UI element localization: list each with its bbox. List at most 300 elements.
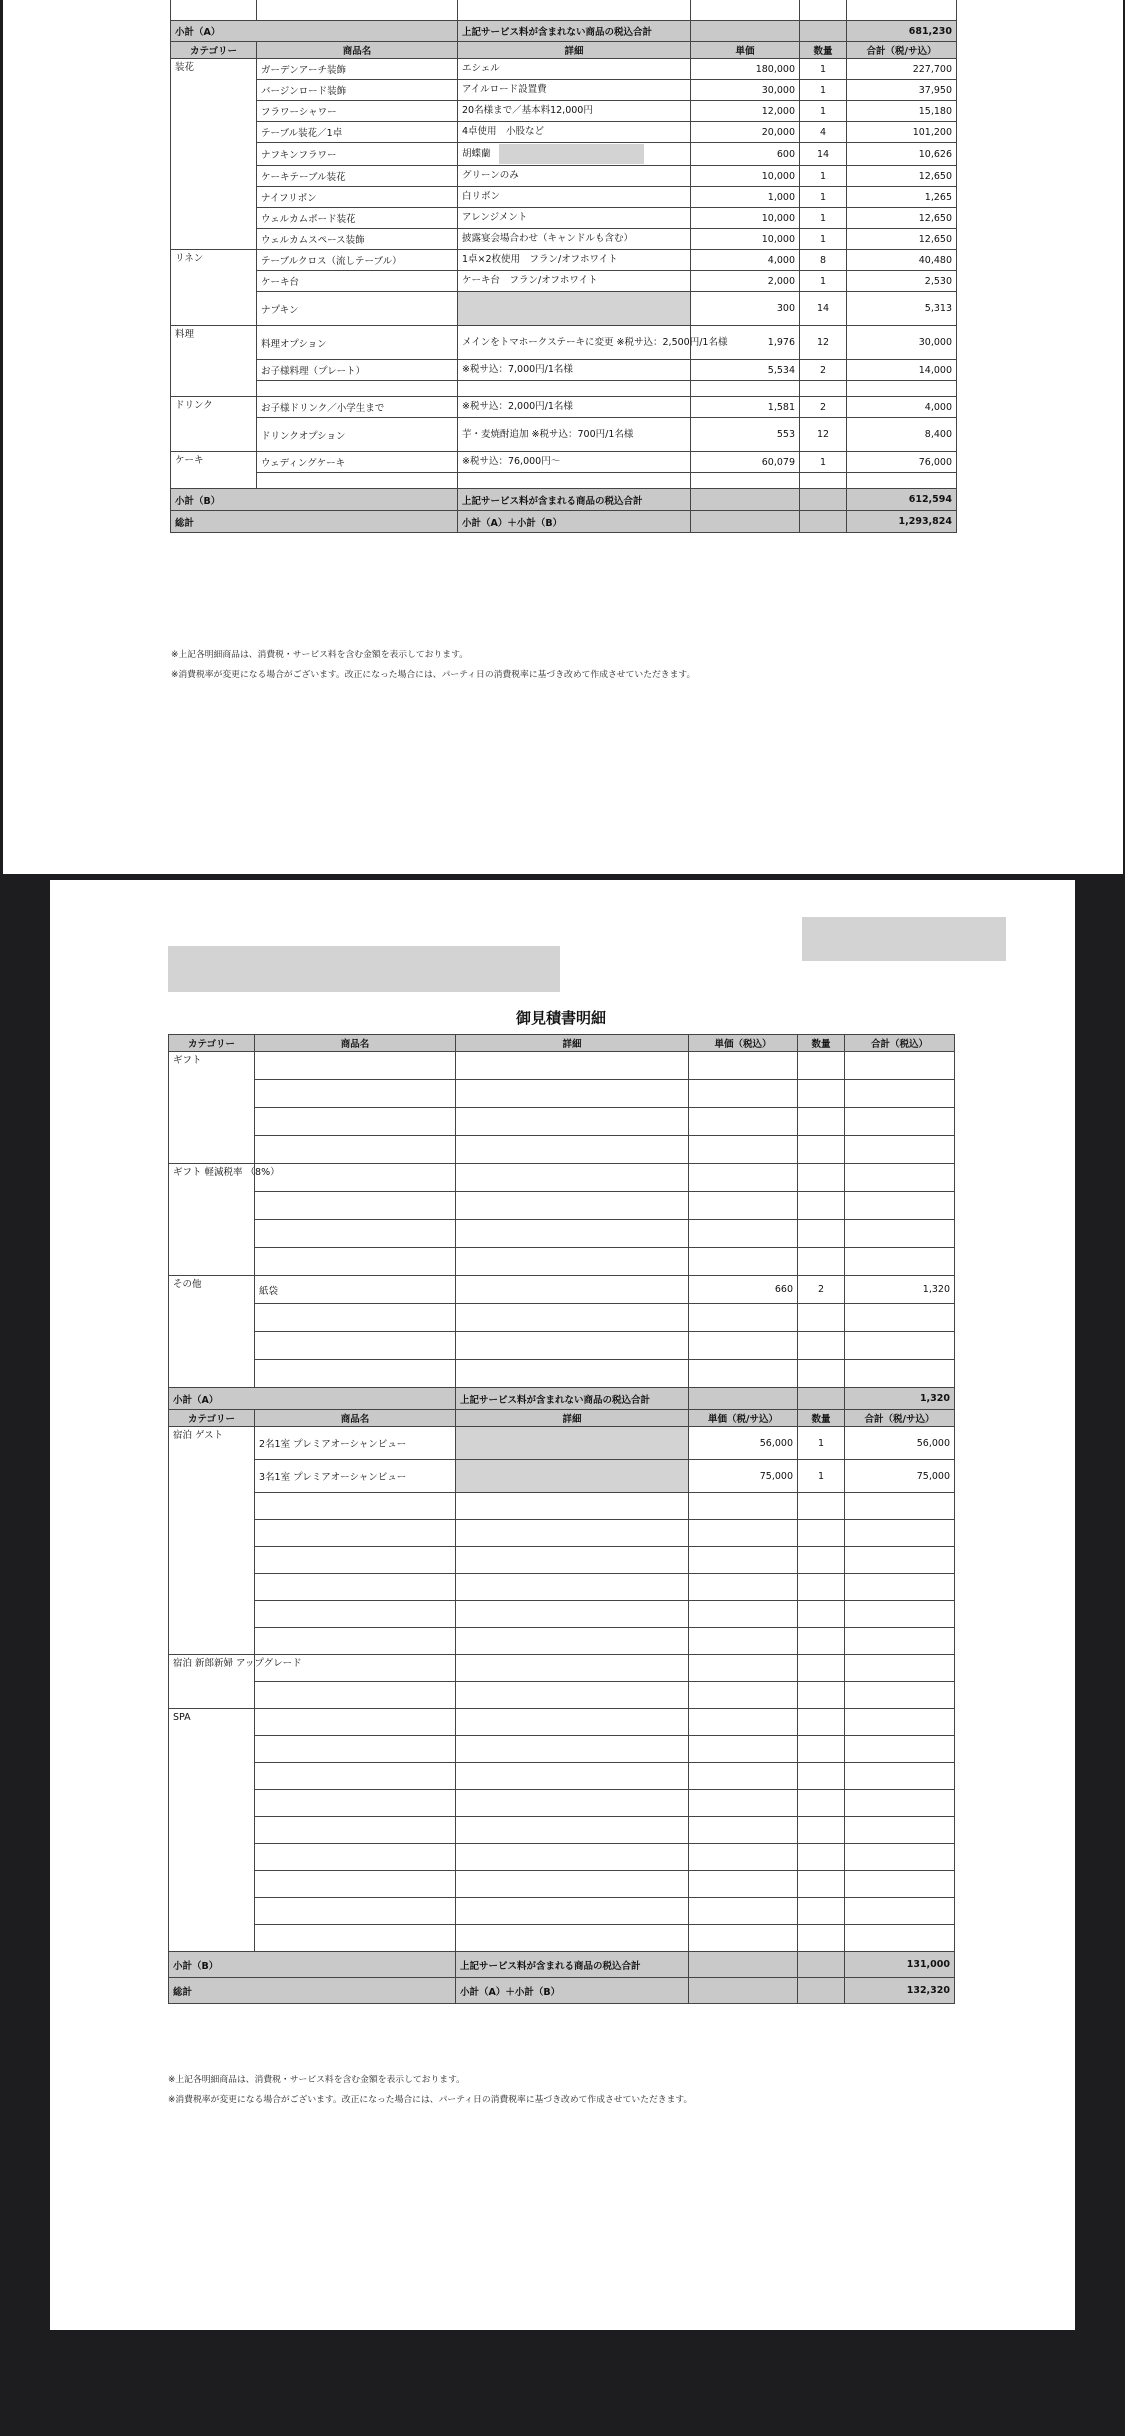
summary-value: 681,230 xyxy=(847,21,957,42)
item-name-cell: ウェルカムスペース装飾 xyxy=(257,229,458,250)
line-total-cell: 101,200 xyxy=(847,122,957,143)
item-name-cell: テーブル装花／1卓 xyxy=(257,122,458,143)
table-row xyxy=(169,1925,955,1952)
item-detail-text: 胡蝶蘭 xyxy=(462,148,491,160)
unit-price-cell: 75,000 xyxy=(689,1460,798,1493)
item-name-cell: ウェディングケーキ xyxy=(257,452,458,473)
summary-value: 132,320 xyxy=(845,1978,955,2004)
table-row xyxy=(169,1601,955,1628)
quantity-cell xyxy=(798,1164,845,1192)
unit-price-cell xyxy=(691,473,800,489)
summary-description: 上記サービス料が含まれる商品の税込合計 xyxy=(458,489,691,511)
item-detail-cell xyxy=(456,1871,689,1898)
category-cell: ドリンク xyxy=(171,397,257,452)
item-name-cell xyxy=(255,1601,456,1628)
item-detail-cell xyxy=(458,473,691,489)
column-header: 単価（税/サ込） xyxy=(689,1410,798,1427)
item-name-cell xyxy=(255,1736,456,1763)
quantity-cell xyxy=(798,1547,845,1574)
unit-price-cell xyxy=(689,1628,798,1655)
column-header: 商品名 xyxy=(255,1035,456,1052)
quantity-cell: 14 xyxy=(800,292,847,326)
quantity-cell xyxy=(798,1108,845,1136)
unit-price-cell xyxy=(689,1192,798,1220)
unit-price-cell: 1,581 xyxy=(691,397,800,418)
table-row xyxy=(169,1763,955,1790)
redacted-detail-cell xyxy=(456,1460,689,1493)
summary-label: 小計（B） xyxy=(171,489,458,511)
table-row xyxy=(171,418,957,452)
item-name-cell: ガーデンアーチ装飾 xyxy=(257,59,458,80)
unit-price-cell xyxy=(689,1736,798,1763)
line-total-cell xyxy=(845,1304,955,1332)
quantity-cell: 1 xyxy=(800,208,847,229)
unit-price-cell xyxy=(689,1925,798,1952)
item-name-cell xyxy=(255,1192,456,1220)
line-total-cell: 2,530 xyxy=(847,271,957,292)
quantity-cell: 1 xyxy=(800,101,847,122)
table-row xyxy=(169,1790,955,1817)
unit-price-cell: 600 xyxy=(691,143,800,166)
unit-price-cell: 660 xyxy=(689,1276,798,1304)
quantity-cell xyxy=(798,1080,845,1108)
table-row xyxy=(169,1276,955,1304)
unit-price-cell: 1,000 xyxy=(691,187,800,208)
item-name-cell xyxy=(255,1871,456,1898)
quantity-cell: 14 xyxy=(800,143,847,166)
quantity-cell xyxy=(798,1898,845,1925)
unit-price-cell: 56,000 xyxy=(689,1427,798,1460)
table-row xyxy=(169,1871,955,1898)
table-header-row xyxy=(171,42,957,59)
quantity-cell: 1 xyxy=(800,80,847,101)
line-total-cell xyxy=(845,1898,955,1925)
unit-price-cell xyxy=(689,1655,798,1682)
quantity-cell xyxy=(798,1844,845,1871)
table-row xyxy=(171,250,957,271)
item-detail-cell: メインをトマホークステーキに変更 ※税サ込：2,500円/1名様 xyxy=(458,326,691,360)
table-header-row xyxy=(169,1410,955,1427)
table-row xyxy=(169,1052,955,1080)
item-detail-cell xyxy=(456,1655,689,1682)
line-total-cell: 1,320 xyxy=(845,1276,955,1304)
quantity-cell xyxy=(798,1709,845,1736)
item-detail-cell xyxy=(456,1898,689,1925)
column-header: カテゴリー xyxy=(171,42,257,59)
quantity-cell: 4 xyxy=(800,122,847,143)
item-name-cell: テーブルクロス（流しテーブル） xyxy=(257,250,458,271)
quantity-cell xyxy=(800,473,847,489)
table-row xyxy=(169,1655,955,1682)
category-cell: 宿泊 新郎新婦 アップグレード xyxy=(169,1655,255,1709)
item-name-cell xyxy=(255,1052,456,1080)
item-detail-cell: 20名様まで／基本料12,000円 xyxy=(458,101,691,122)
item-name-cell xyxy=(255,1790,456,1817)
summary-value: 1,320 xyxy=(845,1388,955,1410)
item-detail-cell xyxy=(456,1628,689,1655)
summary-spacer xyxy=(800,489,847,511)
table-row xyxy=(169,1220,955,1248)
item-name-cell: ケーキテーブル装花 xyxy=(257,166,458,187)
unit-price-cell xyxy=(689,1052,798,1080)
table-row xyxy=(169,1192,955,1220)
unit-price-cell: 180,000 xyxy=(691,59,800,80)
quantity-cell xyxy=(798,1192,845,1220)
quantity-cell: 1 xyxy=(800,452,847,473)
table-row xyxy=(169,1460,955,1493)
item-name-cell: フラワーシャワー xyxy=(257,101,458,122)
table-row xyxy=(171,80,957,101)
category-cell: 料理 xyxy=(171,326,257,397)
empty-cell xyxy=(691,0,800,21)
table-row xyxy=(171,229,957,250)
quantity-cell: 1 xyxy=(798,1427,845,1460)
redacted-header-left xyxy=(168,946,560,992)
unit-price-cell: 4,000 xyxy=(691,250,800,271)
estimate-table-1 xyxy=(170,0,957,533)
item-name-cell xyxy=(255,1136,456,1164)
table-row xyxy=(171,473,957,489)
item-detail-cell xyxy=(456,1736,689,1763)
item-name-cell xyxy=(255,1763,456,1790)
unit-price-cell xyxy=(689,1763,798,1790)
item-detail-cell xyxy=(456,1547,689,1574)
summary-label: 小計（A） xyxy=(169,1388,456,1410)
table-row xyxy=(169,1332,955,1360)
quantity-cell: 1 xyxy=(798,1460,845,1493)
line-total-cell xyxy=(845,1736,955,1763)
quantity-cell xyxy=(798,1248,845,1276)
item-name-cell: ドリンクオプション xyxy=(257,418,458,452)
quantity-cell xyxy=(798,1736,845,1763)
summary-spacer xyxy=(800,511,847,533)
item-detail-cell xyxy=(456,1332,689,1360)
item-name-cell xyxy=(255,1547,456,1574)
quantity-cell xyxy=(798,1332,845,1360)
table-row xyxy=(169,1898,955,1925)
quantity-cell xyxy=(798,1790,845,1817)
column-header: 単価（税込） xyxy=(689,1035,798,1052)
item-name-cell: ナフキンフラワー xyxy=(257,143,458,166)
table-row xyxy=(169,1360,955,1388)
category-cell: 装花 xyxy=(171,59,257,250)
table-row xyxy=(169,1709,955,1736)
item-detail-cell: 4卓使用 小股など xyxy=(458,122,691,143)
empty-cell xyxy=(257,0,458,21)
line-total-cell xyxy=(845,1844,955,1871)
table-row xyxy=(171,187,957,208)
line-total-cell xyxy=(845,1547,955,1574)
item-detail-cell: ケーキ台 フラン/オフホワイト xyxy=(458,271,691,292)
quantity-cell xyxy=(798,1220,845,1248)
item-detail-cell: 芋・麦焼酎追加 ※税サ込：700円/1名様 xyxy=(458,418,691,452)
category-cell: SPA xyxy=(169,1709,255,1952)
item-detail-cell xyxy=(456,1493,689,1520)
summary-label: 小計（A） xyxy=(171,21,458,42)
item-detail-cell: アイルロード設置費 xyxy=(458,80,691,101)
summary-spacer xyxy=(689,1388,798,1410)
item-name-cell: 3名1室 プレミアオーシャンビュー xyxy=(255,1460,456,1493)
column-header: カテゴリー xyxy=(169,1035,255,1052)
line-total-cell: 30,000 xyxy=(847,326,957,360)
item-name-cell: ケーキ台 xyxy=(257,271,458,292)
table-row xyxy=(169,1248,955,1276)
unit-price-cell xyxy=(689,1493,798,1520)
quantity-cell xyxy=(798,1871,845,1898)
table-row xyxy=(171,271,957,292)
item-detail-cell xyxy=(456,1763,689,1790)
summary-spacer xyxy=(691,511,800,533)
item-name-cell xyxy=(255,1493,456,1520)
unit-price-cell xyxy=(689,1601,798,1628)
summary-row xyxy=(169,1952,955,1978)
line-total-cell: 12,650 xyxy=(847,166,957,187)
column-header: 詳細 xyxy=(456,1035,689,1052)
summary-spacer xyxy=(798,1388,845,1410)
unit-price-cell xyxy=(689,1108,798,1136)
unit-price-cell xyxy=(689,1790,798,1817)
unit-price-cell: 20,000 xyxy=(691,122,800,143)
unit-price-cell xyxy=(689,1574,798,1601)
item-detail-cell xyxy=(456,1080,689,1108)
unit-price-cell xyxy=(691,381,800,397)
line-total-cell: 75,000 xyxy=(845,1460,955,1493)
item-detail-cell xyxy=(456,1709,689,1736)
item-name-cell xyxy=(255,1925,456,1952)
column-header: 合計（税込） xyxy=(845,1035,955,1052)
item-detail-cell xyxy=(456,1108,689,1136)
line-total-cell xyxy=(845,1817,955,1844)
line-total-cell xyxy=(845,1574,955,1601)
table-row xyxy=(169,1574,955,1601)
unit-price-cell xyxy=(689,1080,798,1108)
item-name-cell xyxy=(255,1304,456,1332)
unit-price-cell: 300 xyxy=(691,292,800,326)
column-header: 商品名 xyxy=(257,42,458,59)
item-name-cell xyxy=(255,1360,456,1388)
line-total-cell xyxy=(845,1655,955,1682)
quantity-cell xyxy=(798,1136,845,1164)
item-name-cell xyxy=(255,1220,456,1248)
unit-price-cell xyxy=(689,1709,798,1736)
line-total-cell: 76,000 xyxy=(847,452,957,473)
item-name-cell xyxy=(255,1628,456,1655)
quantity-cell xyxy=(798,1682,845,1709)
quantity-cell: 1 xyxy=(800,229,847,250)
table-row xyxy=(169,1136,955,1164)
item-detail-cell xyxy=(456,1925,689,1952)
unit-price-cell: 5,534 xyxy=(691,360,800,381)
table-row xyxy=(171,326,957,360)
quantity-cell: 1 xyxy=(800,271,847,292)
item-detail-cell xyxy=(456,1248,689,1276)
table-row xyxy=(169,1427,955,1460)
empty-cell xyxy=(458,0,691,21)
line-total-cell: 15,180 xyxy=(847,101,957,122)
line-total-cell xyxy=(845,1709,955,1736)
estimate-page-2 xyxy=(50,880,1075,2330)
summary-row xyxy=(171,21,957,42)
redacted-detail-cell xyxy=(456,1427,689,1460)
item-name-cell xyxy=(257,381,458,397)
item-detail-cell: エシェル xyxy=(458,59,691,80)
column-header: 数量 xyxy=(798,1410,845,1427)
redacted-block xyxy=(499,144,644,164)
column-header: 合計（税/サ込） xyxy=(845,1410,955,1427)
table-row xyxy=(169,1817,955,1844)
quantity-cell xyxy=(798,1817,845,1844)
redacted-detail-cell xyxy=(458,292,691,326)
line-total-cell xyxy=(845,1493,955,1520)
unit-price-cell xyxy=(689,1360,798,1388)
line-total-cell: 40,480 xyxy=(847,250,957,271)
quantity-cell: 1 xyxy=(800,59,847,80)
item-detail-cell: 披露宴会場合わせ（キャンドルも含む） xyxy=(458,229,691,250)
unit-price-cell xyxy=(689,1547,798,1574)
unit-price-cell: 2,000 xyxy=(691,271,800,292)
item-name-cell xyxy=(255,1709,456,1736)
quantity-cell xyxy=(798,1925,845,1952)
line-total-cell xyxy=(845,1080,955,1108)
unit-price-cell xyxy=(689,1682,798,1709)
line-total-cell: 5,313 xyxy=(847,292,957,326)
item-detail-cell xyxy=(456,1360,689,1388)
item-detail-cell xyxy=(456,1304,689,1332)
quantity-cell xyxy=(798,1304,845,1332)
item-detail-cell xyxy=(456,1574,689,1601)
line-total-cell: 56,000 xyxy=(845,1427,955,1460)
item-detail-cell xyxy=(456,1136,689,1164)
table-row xyxy=(169,1080,955,1108)
summary-description: 小計（A）＋小計（B） xyxy=(456,1978,689,2004)
footnotes xyxy=(168,2070,692,2110)
table-row xyxy=(171,208,957,229)
unit-price-cell: 10,000 xyxy=(691,208,800,229)
line-total-cell xyxy=(845,1136,955,1164)
line-total-cell xyxy=(845,1520,955,1547)
item-detail-cell xyxy=(456,1192,689,1220)
column-header: 商品名 xyxy=(255,1410,456,1427)
line-total-cell xyxy=(845,1248,955,1276)
item-detail-cell xyxy=(456,1164,689,1192)
unit-price-cell: 30,000 xyxy=(691,80,800,101)
footnote: ※上記各明細商品は、消費税・サービス料を含む金額を表示しております。 xyxy=(168,2075,465,2085)
unit-price-cell xyxy=(689,1248,798,1276)
summary-spacer xyxy=(691,21,800,42)
table-row xyxy=(169,1844,955,1871)
summary-spacer xyxy=(689,1952,798,1978)
estimate-page-1 xyxy=(3,0,1123,874)
summary-description: 上記サービス料が含まれる商品の税込合計 xyxy=(456,1952,689,1978)
unit-price-cell xyxy=(689,1898,798,1925)
table-row xyxy=(171,381,957,397)
category-cell xyxy=(171,0,257,21)
table-row xyxy=(169,1493,955,1520)
item-detail-cell xyxy=(456,1052,689,1080)
summary-description: 小計（A）＋小計（B） xyxy=(458,511,691,533)
summary-spacer xyxy=(689,1978,798,2004)
table-row xyxy=(171,166,957,187)
table-row xyxy=(169,1304,955,1332)
item-detail-cell xyxy=(458,381,691,397)
unit-price-cell xyxy=(689,1871,798,1898)
quantity-cell xyxy=(798,1360,845,1388)
line-total-cell xyxy=(845,1763,955,1790)
category-cell: ギフト xyxy=(169,1052,255,1164)
unit-price-cell xyxy=(689,1520,798,1547)
item-detail-cell xyxy=(458,143,691,166)
item-detail-cell: アレンジメント xyxy=(458,208,691,229)
summary-description: 上記サービス料が含まれない商品の税込合計 xyxy=(456,1388,689,1410)
column-header: カテゴリー xyxy=(169,1410,255,1427)
column-header: 詳細 xyxy=(458,42,691,59)
line-total-cell xyxy=(847,473,957,489)
summary-row xyxy=(169,1978,955,2004)
unit-price-cell xyxy=(689,1332,798,1360)
item-name-cell: バージンロード装飾 xyxy=(257,80,458,101)
line-total-cell xyxy=(845,1164,955,1192)
line-total-cell xyxy=(845,1682,955,1709)
item-name-cell: 2名1室 プレミアオーシャンビュー xyxy=(255,1427,456,1460)
table-row xyxy=(171,360,957,381)
item-name-cell: 料理オプション xyxy=(257,326,458,360)
unit-price-cell xyxy=(689,1844,798,1871)
item-name-cell xyxy=(255,1817,456,1844)
item-detail-cell xyxy=(456,1276,689,1304)
summary-spacer xyxy=(691,489,800,511)
quantity-cell: 12 xyxy=(800,418,847,452)
category-cell: ギフト 軽減税率 （8%） xyxy=(169,1164,255,1276)
line-total-cell xyxy=(845,1628,955,1655)
table-row xyxy=(171,122,957,143)
quantity-cell xyxy=(798,1601,845,1628)
table-row xyxy=(171,452,957,473)
column-header: 数量 xyxy=(800,42,847,59)
line-total-cell xyxy=(845,1871,955,1898)
line-total-cell xyxy=(845,1220,955,1248)
estimate-table-2 xyxy=(168,1034,955,2004)
item-detail-cell xyxy=(456,1601,689,1628)
unit-price-cell xyxy=(689,1136,798,1164)
quantity-cell xyxy=(798,1628,845,1655)
footnote: ※消費税率が変更になる場合がございます。改正になった場合には、パーティ日の消費税率に基づき改めて作成させていただきます。 xyxy=(171,670,696,680)
line-total-cell xyxy=(845,1601,955,1628)
category-cell: ケーキ xyxy=(171,452,257,489)
summary-spacer xyxy=(798,1978,845,2004)
table-row xyxy=(171,143,957,166)
footnote: ※消費税率が変更になる場合がございます。改正になった場合には、パーティ日の消費税率に基づき改めて作成させていただきます。 xyxy=(168,2095,693,2105)
line-total-cell xyxy=(845,1192,955,1220)
item-name-cell xyxy=(255,1080,456,1108)
quantity-cell: 2 xyxy=(798,1276,845,1304)
quantity-cell: 8 xyxy=(800,250,847,271)
unit-price-cell: 12,000 xyxy=(691,101,800,122)
item-detail-cell: グリーンのみ xyxy=(458,166,691,187)
summary-label: 総計 xyxy=(171,511,458,533)
redacted-header-right xyxy=(802,917,1006,961)
table-row xyxy=(169,1164,955,1192)
unit-price-cell: 553 xyxy=(691,418,800,452)
table-header-row xyxy=(169,1035,955,1052)
line-total-cell: 12,650 xyxy=(847,208,957,229)
quantity-cell: 1 xyxy=(800,166,847,187)
line-total-cell xyxy=(845,1332,955,1360)
document-title: 御見積書明細 xyxy=(515,1009,606,1027)
item-detail-cell: ※税サ込：2,000円/1名様 xyxy=(458,397,691,418)
item-name-cell: 紙袋 xyxy=(255,1276,456,1304)
table-row xyxy=(169,1628,955,1655)
item-name-cell xyxy=(255,1332,456,1360)
